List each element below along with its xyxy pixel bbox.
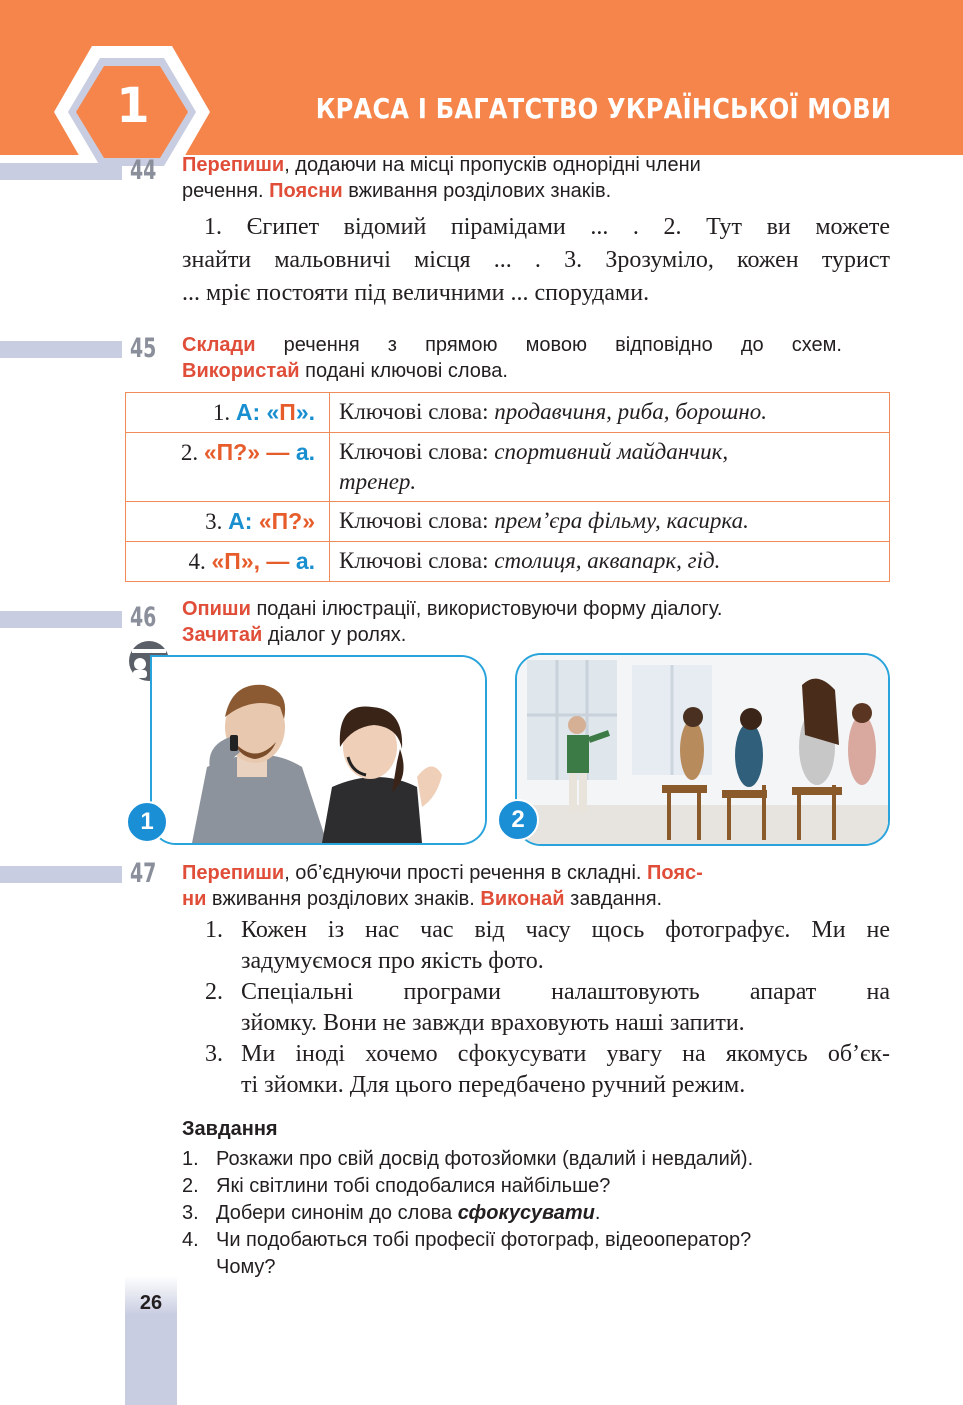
task-number-47: 47 xyxy=(130,858,157,889)
task-44-exercise-text: 1. Єгипет відомий пірамідами ... . 2. Тут ви можете знайти мальовничі місця ... . 3. Зрозуміло, кожен турист ... мріє постояти під величними ... спорудами. xyxy=(182,214,890,306)
task-bar-45 xyxy=(0,341,122,358)
list-item: 2. Спеціальні програми налаштовують апарат на xyxy=(205,979,890,1005)
verb-perepyshy: Перепиши xyxy=(182,154,285,176)
scheme-cell: 1. А: «П». xyxy=(126,393,330,433)
chapter-number: 1 xyxy=(116,78,150,134)
list-item: 3. Добери синонім до слова сфокусувати. xyxy=(182,1202,601,1224)
keywords-cell: Ключові слова: столиця, аквапарк, гід. xyxy=(330,542,890,582)
task-number-46: 46 xyxy=(130,602,157,633)
chapter-title: КРАСА І БАГАТСТВО УКРАЇНСЬКОЇ МОВИ xyxy=(315,92,891,125)
scheme-cell: 3. А: «П?» xyxy=(126,502,330,542)
list-item: 1. Розкажи про свій досвід фотозйомки (вдалий і невдалий). xyxy=(182,1148,754,1170)
table-row xyxy=(126,393,890,433)
task-number-44: 44 xyxy=(130,155,157,186)
task-bar-46 xyxy=(0,611,122,628)
schemes-table xyxy=(125,392,890,582)
table-row xyxy=(126,542,890,582)
table-row xyxy=(126,502,890,542)
scheme-cell: 2. «П?» — а. xyxy=(126,433,330,502)
task-number-45: 45 xyxy=(130,333,157,364)
list-item: 3. Ми іноді хочемо сфокусувати увагу на якомусь об’єк- xyxy=(205,1041,890,1067)
list-item: 2. Які світлини тобі сподобалися найбільше? xyxy=(182,1175,611,1197)
task-bar-47 xyxy=(0,866,122,883)
photo-number-badge-2: 2 xyxy=(497,799,539,841)
page-number: 26 xyxy=(139,1292,163,1314)
keywords-cell: Ключові слова: продавчиня, риба, борошно. xyxy=(330,393,890,433)
task-44-instruction: Перепиши, додаючи на місці пропусків однорідні члени речення. Поясни вживання розділових знаків. xyxy=(182,154,701,202)
photo-seminar-audience xyxy=(515,653,890,846)
task-46-instruction: Опиши подані ілюстрації, використовуючи форму діалогу. Зачитай діалог у ролях. xyxy=(182,598,723,646)
list-item: 1. Кожен із нас час від часу щось фотографує. Ми не xyxy=(205,917,890,943)
subtask-heading: Завдання xyxy=(182,1118,278,1140)
photo-number-badge-1: 1 xyxy=(126,801,168,843)
keywords-cell: Ключові слова: прем’єра фільму, касирка. xyxy=(330,502,890,542)
keywords-cell: Ключові слова: спортивний майданчик, тренер. xyxy=(330,433,890,502)
scheme-cell: 4. «П», — а. xyxy=(126,542,330,582)
task-47-sentences: 1. Кожен із нас час від часу щось фотографує. Ми не задумуємося про якість фото. 2. Спеціальні програми налаштовують апарат на зйомку. Вони не завжди враховують наші запити. 3. Ми іноді хочемо сфокусувати увагу на якомусь об’єк- ті зйомки. Для цього передбачено ручний режим. xyxy=(205,917,890,1098)
table-row xyxy=(126,433,890,502)
subtask-list xyxy=(182,1146,892,1281)
list-item: 4. Чи подобаються тобі професії фотограф, відеооператор? Чому? xyxy=(182,1229,752,1278)
task-47-instruction: Перепиши, об’єднуючи прості речення в складні. Пояс- ни вживання розділових знаків. Виконай завдання. xyxy=(182,862,703,910)
task-bar-44 xyxy=(0,163,122,180)
photo-office-phone-call xyxy=(150,655,487,845)
task-45-instruction: Склади речення з прямою мовою відповідно до схем. Використай подані ключові слова. xyxy=(182,334,842,382)
